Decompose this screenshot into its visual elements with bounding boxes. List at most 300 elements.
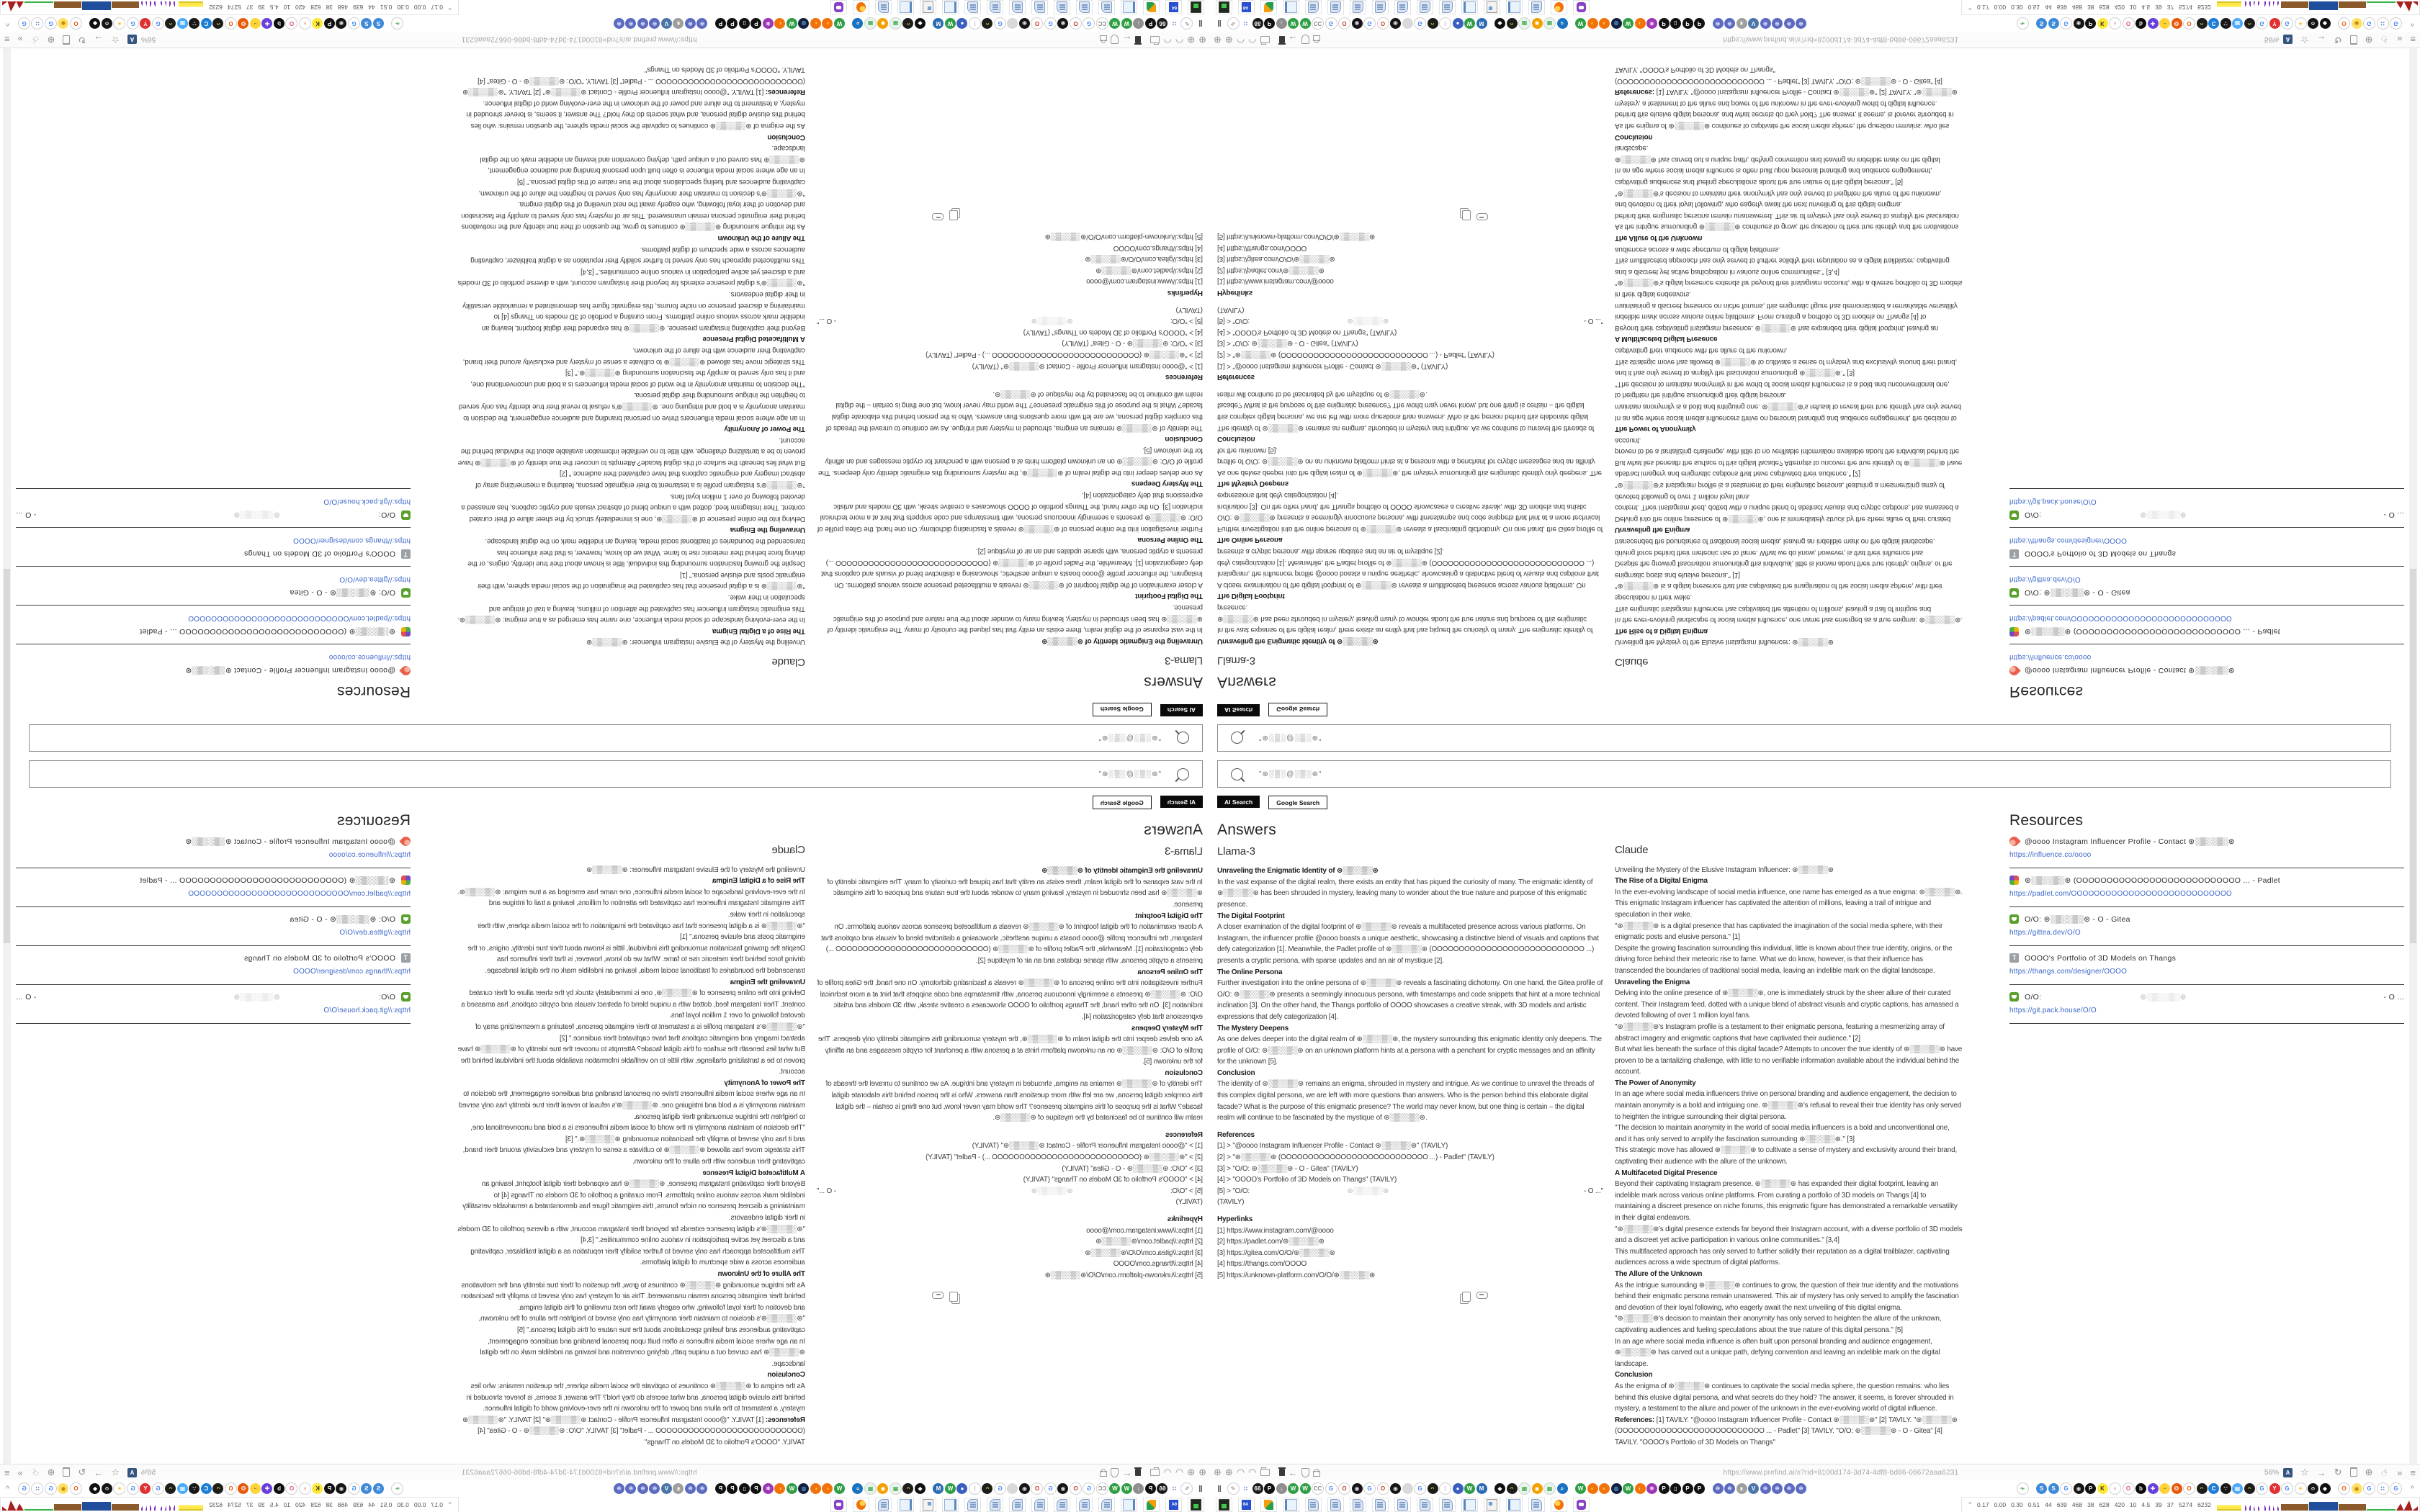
scroll-icon[interactable] [1417,0,1433,14]
orange-ring-icon[interactable]: O [70,1482,82,1495]
ai-search-button[interactable]: AI Search [1217,796,1260,808]
resource-link[interactable]: https://thangs.com/designer/OOOO [2009,536,2128,544]
pencil-icon[interactable]: ✎ [1181,17,1193,30]
gray-cc-icon[interactable]: CC [1096,1482,1108,1495]
google-g-icon[interactable]: G [1044,17,1057,30]
menu-icon[interactable]: ≡ [2410,1467,2416,1478]
blue-search-icon[interactable]: ⌕ [853,1483,864,1494]
gray-cc-icon[interactable]: CC [1312,1482,1324,1495]
google-g-icon[interactable]: G [45,17,57,30]
notepad-icon[interactable] [1283,0,1299,14]
pause-icon[interactable]: ‖ [1198,1483,1203,1494]
folder-icon[interactable] [1260,36,1270,43]
black-p-icon[interactable]: P [1145,1483,1156,1494]
resource-title[interactable] [2009,914,2404,924]
thumbs-up-icon[interactable]: ☞ [28,1465,42,1480]
black-cube-icon[interactable]: ◆ [90,1483,101,1494]
resource-link[interactable]: https://git.pack.house/O/O [323,1007,411,1014]
pink-person-icon[interactable]: ♀ [299,17,311,30]
black-p-icon[interactable]: P [751,18,762,29]
black-p-icon[interactable]: P [727,18,738,29]
mastodon-icon[interactable] [830,1498,847,1512]
black-cube-icon[interactable]: ◆ [915,1483,926,1494]
black-face-icon[interactable]: ᴖ [903,18,914,29]
pencil-icon[interactable]: ✎ [1227,1482,1240,1495]
green-leaf-icon[interactable]: ❧ [2017,1482,2029,1495]
resource-link[interactable]: https://influence.co/oooo [328,653,411,661]
orange-ring-icon[interactable]: O [2338,17,2350,30]
mastodon-icon[interactable] [1573,1498,1590,1512]
blue-s-icon[interactable]: S [2048,1483,2059,1494]
black-face-icon[interactable]: ᴖ [1507,18,1518,29]
resource-title[interactable] [2009,627,2404,636]
scroll-icon[interactable] [1305,0,1322,14]
green-w-icon[interactable]: W [1300,18,1311,29]
yellow-chick-icon[interactable]: ◉ [2352,18,2362,29]
llama-hyperlink[interactable]: [5] https://unknown-platform.com/O/O/⊛░▒░░▒░⊛ [1044,1271,1203,1279]
gray-wolf-icon[interactable]: ᴥ [1736,18,1747,29]
green-w-icon[interactable]: W [1288,18,1299,29]
green-w-icon[interactable]: W [1110,1483,1121,1494]
gray-download-icon[interactable]: ↓ [1134,1483,1144,1494]
pink-person-icon[interactable]: ♀ [299,1482,311,1495]
folder-icon[interactable] [1151,1469,1160,1476]
komo-yellow-icon[interactable]: K [2097,1483,2108,1494]
green-w-icon[interactable]: W [1464,1483,1475,1494]
orange-ring-icon[interactable]: O [2183,17,2195,30]
indigo-group-icon[interactable]: ꔮ [1713,18,1724,29]
vk-blue-icon[interactable]: V [661,1483,672,1494]
feather-icon[interactable] [1143,0,1160,14]
chevron-double-icon[interactable]: » [17,1467,23,1478]
search-box[interactable] [29,760,1203,788]
purple-blob-icon[interactable]: ❋ [1646,18,1657,29]
star-icon[interactable]: ☆ [111,1467,120,1477]
trash-icon[interactable] [2350,1468,2357,1477]
ai-search-button[interactable]: AI Search [1217,704,1260,716]
llama-hyperlink[interactable]: [3] https://gitea.com/O/O/⊛░▒░░▒░⊛ [1217,255,1335,264]
indigo-group-icon[interactable]: ꔮ [1784,1483,1795,1494]
vk-blue-icon[interactable]: V [661,18,672,29]
copy-icon[interactable] [1462,210,1471,220]
red-y-icon[interactable]: Y [2269,18,2280,29]
google-g-icon[interactable]: G [1363,17,1376,30]
firefox-icon[interactable]: ◐ [823,1483,833,1494]
shield-icon[interactable] [1111,35,1119,45]
save-blue-64-icon[interactable] [1165,0,1182,14]
save-blue-64-icon[interactable] [1238,1498,1255,1512]
notepad-icon[interactable] [897,0,914,14]
indigo-group-icon[interactable]: ꔮ [697,18,708,29]
llama-hyperlink[interactable]: [5] https://unknown-platform.com/O/O/⊛░▒░░▒░⊛ [1044,233,1203,241]
black-p-icon[interactable]: P [1682,1483,1693,1494]
copy-icon[interactable] [949,1292,958,1302]
green-w-icon[interactable]: W [834,18,845,29]
green-leaf-icon[interactable]: ❧ [392,17,404,30]
green-w-icon[interactable]: W [945,18,956,29]
indigo-group-icon[interactable]: ꔮ [650,1483,660,1494]
collapse-icon[interactable]: ⌃ [447,4,453,12]
window-image-icon[interactable] [920,1498,936,1512]
yellow-sun-icon[interactable]: ☀ [114,1482,126,1495]
green-leaf-icon[interactable]: ❧ [392,1482,404,1495]
black-cube-icon[interactable]: ◆ [90,18,101,29]
google-g-icon[interactable]: G [152,1482,164,1495]
forward-arrow-icon[interactable]: → [94,34,104,45]
firefox-icon[interactable]: ◐ [775,18,786,29]
black-blue-icon[interactable]: ◍ [1611,1483,1622,1494]
indigo-group-icon[interactable]: ꔮ [697,1483,708,1494]
black-p-icon[interactable]: P [324,1483,335,1494]
black-face-icon[interactable]: ᴖ [2197,18,2208,29]
black-p-icon[interactable]: P [1264,18,1275,29]
yellow-smile-icon[interactable]: ᵕ [250,18,261,29]
google-g-icon[interactable]: G [127,17,139,30]
google-g-icon[interactable]: G [152,17,164,30]
green-w-icon[interactable]: W [1288,1483,1299,1494]
gray-blob-icon[interactable] [1402,1483,1413,1494]
scroll-icon[interactable] [1372,0,1389,14]
scroll-icon[interactable] [1076,1498,1093,1512]
firefox-icon[interactable]: ◐ [810,1483,821,1494]
komo-yellow-icon[interactable]: K [313,18,323,29]
zoom-plus-icon[interactable]: ⊕ [1198,1467,1206,1477]
black-cam-icon[interactable]: ◉ [1058,18,1069,29]
green-w-icon[interactable]: W [1623,18,1634,29]
firefox-icon[interactable] [853,1498,869,1512]
grid-blue-icon[interactable]: ∷ [1240,1483,1251,1494]
chevron-double-icon[interactable]: » [2397,1467,2403,1478]
notepad-icon[interactable] [1506,1498,1523,1512]
back-arrow-icon[interactable]: ← [1122,34,1132,45]
green-w-icon[interactable]: W [1575,18,1586,29]
gray-download-icon[interactable]: ↓ [1134,18,1144,29]
green-w-icon[interactable]: W [834,1483,845,1494]
resource-title[interactable] [16,627,411,636]
blue-c-icon[interactable]: C [2208,1483,2219,1494]
blue-grid-icon[interactable]: ▦ [177,1483,188,1494]
pink-person-icon[interactable]: ♀ [2109,17,2121,30]
orange-face-icon[interactable]: ◉ [878,18,889,29]
black-dots-icon[interactable]: ∵ [2220,1483,2231,1494]
scroll-icon[interactable] [1031,1498,1048,1512]
globe-icon[interactable]: ⊕ [1187,1467,1196,1477]
orange-ring-icon[interactable]: O [70,17,82,30]
window-image-icon[interactable] [1484,1498,1500,1512]
gauge-icon[interactable]: ◠ [1175,1467,1184,1477]
resource-link[interactable]: https://influence.co/oooo [328,851,411,859]
black-cam-icon[interactable]: ◉ [1352,1483,1363,1494]
gray-download-icon[interactable]: ↓ [1276,1483,1287,1494]
pink-ring-icon[interactable]: O [286,17,298,30]
black-p-icon[interactable]: P [1264,1483,1275,1494]
firefox-icon[interactable]: ◐ [1599,18,1610,29]
pause-icon[interactable]: ‖ [1217,1483,1222,1494]
black-cube-icon[interactable]: ◆ [1494,1483,1505,1494]
black-cube-icon[interactable]: ◆ [1494,18,1505,29]
black-face-icon[interactable]: ᴖ [903,1483,914,1494]
notepad-icon[interactable] [1461,1498,1478,1512]
lock-icon[interactable] [1313,1468,1320,1477]
search-box[interactable] [1217,760,2391,788]
gauge-icon[interactable]: ◠ [1163,35,1172,45]
chevron-double-icon[interactable]: » [2397,34,2403,45]
green-grid-icon[interactable]: ▦ [864,1482,877,1495]
purple-plus-icon[interactable]: ✚ [262,1483,273,1494]
black-cam-icon[interactable]: ◉ [1390,1483,1401,1494]
indigo-group-icon[interactable]: ꔮ [614,18,624,29]
google-g-icon[interactable]: G [348,17,360,30]
firefox-icon[interactable]: ◐ [775,1483,786,1494]
green-w-icon[interactable]: W [945,1483,956,1494]
black-p-icon[interactable]: P [1145,18,1156,29]
pencil-icon[interactable]: ✎ [1227,17,1240,30]
gray-bars-icon[interactable]: ⦙ [1439,17,1451,30]
black-trash-icon[interactable]: ▯ [1670,18,1681,29]
indigo-group-icon[interactable]: ꔮ [626,1483,637,1494]
trash-icon[interactable] [1273,36,1285,43]
indigo-group-icon[interactable]: ꔮ [1724,1483,1735,1494]
gray-blob-icon[interactable] [1008,1483,1018,1494]
blue-m-icon[interactable]: M [933,18,944,29]
star-icon[interactable]: ☆ [2300,1467,2309,1477]
firefox-icon[interactable] [1551,0,1567,14]
pause-icon[interactable]: ‖ [1217,18,1222,29]
black-face-icon[interactable]: ᴖ [1507,1483,1518,1494]
black-66-icon[interactable]: 66 [1252,18,1263,29]
black-cam-icon[interactable]: ◉ [1390,18,1401,29]
notepad-icon[interactable] [942,0,959,14]
black-cube-icon[interactable]: ◆ [2320,18,2331,29]
orange-face-icon[interactable]: ◉ [878,1483,889,1494]
notepad-icon[interactable] [1283,1498,1299,1512]
black-trash-icon[interactable]: ▯ [1670,1483,1681,1494]
green-grid-icon[interactable]: ▦ [1543,1482,1556,1495]
resource-link[interactable]: https://thangs.com/designer/OOOO [2009,968,2128,976]
ai-search-button[interactable]: AI Search [1160,796,1203,808]
black-b-icon[interactable]: b [2136,1483,2146,1494]
globe-icon[interactable]: ⊕ [2365,1467,2373,1477]
trash-icon[interactable] [63,1468,70,1477]
link-icon[interactable] [932,1292,944,1299]
yellow-sun-icon[interactable]: ☀ [2295,1482,2307,1495]
llama-hyperlink[interactable]: [1] https://www.instagram.com/@oooo [1217,277,1334,286]
black-b-icon[interactable]: b [274,18,284,29]
lock-icon[interactable] [1101,1468,1108,1477]
scroll-icon[interactable] [1098,1498,1115,1512]
blue-s-icon[interactable]: S [2036,1483,2047,1494]
google-g-icon[interactable]: G [1414,1482,1426,1495]
save-green-icon[interactable] [1188,0,1204,14]
yellow-smile-icon[interactable]: ᵕ [250,1483,261,1494]
reload-icon[interactable]: ↻ [2334,1467,2342,1477]
page-scrollbar[interactable] [2409,0,2417,756]
llama-hyperlink[interactable]: [2] https://padlet.com/⊛░▒░░▒░⊛ [1095,266,1203,274]
google-g-icon[interactable]: G [2390,1482,2402,1495]
indigo-group-icon[interactable]: ꔮ [1713,1483,1724,1494]
grid-blue-icon[interactable]: ∷ [1240,18,1251,29]
llama-hyperlink[interactable]: [3] https://gitea.com/O/O/⊛░▒░░▒░⊛ [1085,1248,1203,1257]
purple-plus-icon[interactable]: ✚ [2148,18,2159,29]
yellow-chick-icon[interactable]: ◉ [58,18,69,29]
scroll-icon[interactable] [1327,0,1344,14]
google-g-icon[interactable]: G [18,1482,30,1495]
black-p-icon[interactable]: P [727,1483,738,1494]
blue-round-icon[interactable]: ● [957,18,968,29]
trash-icon[interactable] [63,35,70,44]
lock-icon[interactable] [1313,35,1320,44]
resource-link[interactable]: https://git.pack.house/O/O [2009,1007,2097,1014]
resource-title[interactable] [16,837,411,846]
pink-person-icon[interactable]: ♀ [2109,1482,2121,1495]
blue-c-icon[interactable]: C [2208,18,2219,29]
resource-title[interactable] [16,588,411,598]
scroll-icon[interactable] [1305,1498,1322,1512]
resource-title[interactable] [2009,588,2404,598]
firefox-icon[interactable]: ◐ [1635,18,1646,29]
black-p-icon[interactable]: P [2085,18,2096,29]
resource-title[interactable] [2009,876,2404,885]
black-cam-icon[interactable]: ◉ [336,1483,347,1494]
llama-hyperlink[interactable]: [4] https://thangs.com/OOOO [1113,243,1203,252]
ring-red-icon[interactable]: O [1031,1482,1044,1495]
ring-red-icon[interactable]: O [1377,17,1389,30]
green-leaf-icon[interactable]: ❧ [2017,17,2029,30]
reload-icon[interactable]: ↻ [78,1467,86,1477]
gray-download-icon[interactable]: ↓ [1276,18,1287,29]
resource-link[interactable]: https://padlet.com/OOOOOOOOOOOOOOOOOOOOOOOOOOOO [2009,890,2232,898]
thumbs-up-icon[interactable]: ☞ [28,32,42,47]
resource-title[interactable] [2009,510,2404,520]
green-w-icon[interactable]: W [1121,18,1132,29]
black-p-icon[interactable]: P [1659,18,1670,29]
yellow-smile-icon[interactable]: ᵕ [2159,1483,2170,1494]
blue-c-icon[interactable]: C [201,1483,212,1494]
search-input[interactable]: "⊛░▒░@░▒░⊛" [1259,770,1322,778]
github-black-icon[interactable]: ᴒ [2308,18,2318,29]
black-face-icon[interactable]: ᴖ [982,18,993,29]
green-grid-icon[interactable]: ▦ [1518,17,1531,30]
ring-red-icon[interactable]: O [1031,17,1044,30]
notepad-icon[interactable] [1506,0,1523,14]
yellow-chick-icon[interactable]: ◉ [58,1483,69,1494]
resource-link[interactable]: https://influence.co/oooo [2009,851,2092,859]
google-g-icon[interactable]: G [994,17,1006,30]
resource-title[interactable] [2009,953,2404,963]
copy-icon[interactable] [949,210,958,220]
google-g-icon[interactable]: G [2060,1482,2072,1495]
black-face-icon[interactable]: ᴖ [166,1483,176,1494]
llama-hyperlink[interactable]: [4] https://thangs.com/OOOO [1217,1260,1307,1269]
indigo-group-icon[interactable]: ꔮ [637,1483,648,1494]
mastodon-icon[interactable] [1573,0,1590,14]
llama-hyperlink[interactable]: [5] https://unknown-platform.com/O/O/⊛░▒░░▒░⊛ [1217,1271,1376,1279]
yellow-sun-icon[interactable]: ☀ [2295,17,2307,30]
black-p-icon[interactable]: P [1694,1483,1705,1494]
translate-icon[interactable]: A [127,1468,137,1477]
black-face-icon[interactable]: ᴖ [213,18,224,29]
pink-ring-icon[interactable]: O [2123,1482,2135,1495]
reload-icon[interactable]: ↻ [2334,35,2342,45]
feather-icon[interactable] [1260,0,1277,14]
gray-blob-icon[interactable] [1402,18,1413,29]
firefox-icon[interactable]: ◐ [810,18,821,29]
resource-link[interactable]: https://padlet.com/OOOOOOOOOOOOOOOOOOOOOOOOOOOO [188,890,411,898]
back-arrow-icon[interactable]: ← [1122,1467,1132,1478]
globe-icon[interactable]: ⊕ [1187,35,1196,45]
google-g-icon[interactable]: G [348,1482,360,1495]
resource-title[interactable] [2009,549,2404,559]
gray-bars-icon[interactable]: ⦙ [969,1482,981,1495]
gauge-icon[interactable]: ◠ [1248,35,1257,45]
save-green-icon[interactable] [1216,0,1232,14]
google-g-icon[interactable]: G [2281,17,2293,30]
black-cube-icon[interactable]: ◆ [915,18,926,29]
resource-title[interactable] [16,953,411,963]
komo-yellow-icon[interactable]: K [2097,18,2108,29]
ring-red-icon[interactable]: O [1338,1482,1350,1495]
green-grid-icon[interactable]: ▦ [1543,17,1556,30]
page-scrollbar[interactable] [2409,756,2417,1512]
search-box[interactable] [1217,724,2391,752]
rainbow-icon[interactable]: ❂ [238,1483,249,1494]
black-cam-icon[interactable]: ◉ [1019,1483,1030,1494]
rainbow-icon[interactable]: ❂ [2172,1483,2182,1494]
green-w-icon[interactable]: W [786,1483,797,1494]
globe-icon[interactable]: ⊕ [47,35,55,45]
black-face-icon[interactable]: ᴖ [1428,18,1438,29]
google-g-icon[interactable]: G [2256,17,2268,30]
black-cube-icon[interactable]: ◆ [2320,1483,2331,1494]
collapse-icon[interactable]: ⌃ [1967,4,1973,12]
resource-title[interactable] [16,914,411,924]
blue-round-icon[interactable]: ● [957,1483,968,1494]
shield-icon[interactable] [1301,35,1309,45]
red-y-icon[interactable]: Y [140,18,151,29]
scroll-icon[interactable] [1054,0,1070,14]
forward-arrow-icon[interactable]: → [2316,1467,2326,1478]
blue-search-icon[interactable]: ⌕ [1557,18,1568,29]
address-url[interactable]: https://www.prefind.ai/s?rid=8100d174-3d74-4df8-bd86-06672aaa6231 [461,1468,697,1477]
zoom-plus-icon[interactable]: ⊕ [1214,35,1222,45]
feather-icon[interactable] [1143,1498,1160,1512]
scroll-icon[interactable] [875,1498,892,1512]
blue-search-icon[interactable]: ⌕ [853,18,864,29]
black-face-icon[interactable]: ᴖ [213,1483,224,1494]
firefox-icon[interactable]: ◐ [823,18,833,29]
orange-face-icon[interactable]: ◉ [1532,1483,1543,1494]
google-g-icon[interactable]: G [2281,1482,2293,1495]
resource-link[interactable]: https://padlet.com/OOOOOOOOOOOOOOOOOOOOOOOOOOOO [2009,614,2232,622]
google-g-icon[interactable]: G [1325,1482,1337,1495]
address-url[interactable]: https://www.prefind.ai/s?rid=8100d174-3d74-4df8-bd86-06672aaa6231 [1723,35,1959,44]
globe-icon[interactable]: ⊕ [2365,35,2373,45]
feather-icon[interactable] [1260,1498,1277,1512]
scroll-icon[interactable] [1439,0,1456,14]
black-cam-icon[interactable]: ◉ [1058,1483,1069,1494]
scrollbar-thumb[interactable] [2410,756,2416,943]
resource-link[interactable]: https://gittea.dev/O/O [2009,575,2081,583]
gauge-icon[interactable]: ◠ [1175,35,1184,45]
address-url[interactable]: https://www.prefind.ai/s?rid=8100d174-3d74-4df8-bd86-06672aaa6231 [461,35,697,44]
indigo-group-icon[interactable]: ꔮ [1724,18,1735,29]
page-scrollbar[interactable] [3,0,11,756]
firefox-icon[interactable] [1551,1498,1567,1512]
google-g-icon[interactable]: G [1325,17,1337,30]
resource-link[interactable]: https://thangs.com/designer/OOOO [292,968,411,976]
orange-face-icon[interactable]: ◉ [1532,18,1543,29]
black-blue-icon[interactable]: ◍ [1611,18,1622,29]
